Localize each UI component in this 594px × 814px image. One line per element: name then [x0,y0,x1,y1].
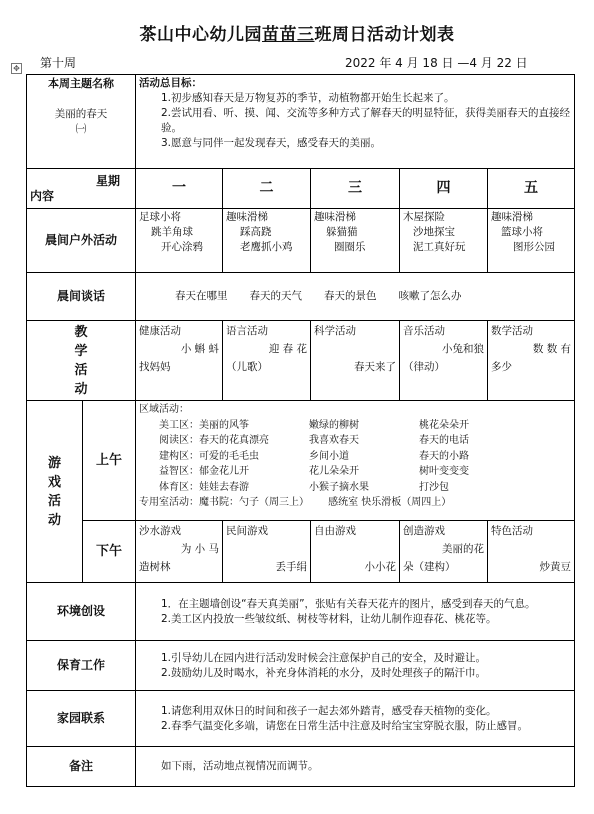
activity-type: 沙水游戏 [139,525,181,537]
activity-text: 丢手绢 [275,561,307,573]
teaching-cell-tue[interactable] [223,321,311,401]
day-thursday: 四 [400,169,488,209]
page-title [0,20,594,45]
activity-type: 音乐活动 [403,325,445,337]
area-item: 桃花朵朵开 [419,419,469,431]
home-item: 1.请您利用双休日的时间和孩子一起去郊外踏青，感受春天植物的变化。 [161,704,497,717]
theme-number: ㈠ [75,123,87,135]
activity-type: 科学活动 [314,325,356,337]
week-number: 第十周 [40,56,77,70]
activity-text: 足球小将 [139,211,181,223]
teaching-cell-wed[interactable] [311,321,400,401]
activity-text: 为 小 马 [180,543,219,555]
area-item: 乡间小道 [309,450,349,462]
activity-text [314,540,396,558]
talk-topic: 春天的景色 [324,290,377,302]
activity-text: 小 蝌 蚪 [180,343,219,355]
care-item: 2.鼓励幼儿及时喝水，补充身体消耗的水分，及时处理孩子的隔汗巾。 [161,666,487,679]
theme-row [27,75,575,169]
activity-type: 健康活动 [139,325,181,337]
activity-text: 造树林 [139,561,171,573]
game-am-row [27,401,575,521]
outdoor-cell-thu[interactable] [400,209,488,273]
outdoor-label: 晨间户外活动 [27,209,136,273]
activity-text [491,540,571,558]
label-char: 动 [47,512,61,528]
activity-type: 数学活动 [491,325,533,337]
activity-text: 图形公园 [513,241,555,253]
activity-text [226,540,307,558]
label-char: 学 [74,343,88,359]
activity-type: 创造游戏 [403,525,445,537]
activity-text: 找妈妈 [139,361,171,373]
date-range: 2022 年 4 月 18 日 —4 月 22 日 [345,56,528,70]
area-label: 区域活动： [139,404,189,415]
kindergarten-name: 茶山中心幼儿园 [139,25,262,45]
goal-item: 3.愿意与同伴一起发现春天，感受春天的美丽。 [161,137,382,149]
area-item: 阅读区：春天的花真漂亮 [159,435,269,446]
area-item: 益智区：郁金花儿开 [159,466,249,477]
teaching-cell-fri[interactable] [488,321,575,401]
activity-type: 自由游戏 [314,525,356,537]
remarks-text: 如下雨，活动地点视情况而调节。 [161,760,319,772]
goal-item: 2.尝试用看、听、摸、闻、交流等多种方式了解春天的明显特征，获得美丽春天的直接经验。 [161,107,571,134]
activity-text: 数 数 有 [532,343,572,355]
day-label: 星期 [95,173,120,188]
game-pm-row [27,521,575,583]
area-item: 小猴子摘水果 [309,481,369,493]
game-am-label: 上午 [83,401,136,521]
environment-cell[interactable] [136,583,575,641]
area-row [139,449,571,465]
activity-text [314,340,396,358]
table-move-handle-icon[interactable]: ✥ [11,63,22,74]
label-char: 活 [74,362,88,378]
remarks-cell[interactable] [136,747,575,787]
care-label: 保育工作 [27,641,136,691]
activity-text: 小小花 [364,561,396,573]
talk-topic: 春天在哪里 [175,290,228,302]
day-wednesday: 三 [311,169,400,209]
care-item: 1.引导幼儿在园内进行活动发时候会注意保护自己的安全，及时避让。 [161,651,487,664]
area-item: 我喜欢春天 [309,435,359,446]
theme-name: 美丽的春天 [54,108,108,120]
activity-text: 趣味滑梯 [314,211,356,223]
label-char: 动 [74,381,88,397]
area-item: 美工区：美丽的风筝 [159,419,249,431]
goal-item: 1.初步感知春天是万物复苏的季节，动植物都开始生长起来了。 [161,92,455,104]
day-friday: 五 [488,169,575,209]
care-cell[interactable] [136,641,575,691]
activity-text: 开心涂鸦 [161,241,203,253]
activity-text: 跳羊角球 [151,226,193,238]
activity-text: 多少 [491,361,512,373]
theme-label: 本周主题名称 [48,77,114,90]
area-item: 树叶变变变 [419,466,469,477]
area-row [139,464,571,480]
area-item: 花儿朵朵开 [309,466,359,477]
activity-text: 躲猫猫 [326,226,358,238]
outdoor-cell-fri[interactable] [488,209,575,273]
outdoor-row [27,209,575,273]
home-item: 2.春季气温变化多端，请您在日常生活中注意及时给宝宝穿脱衣服，防止感冒。 [161,719,529,732]
activity-text: 春天来了 [354,361,396,373]
pm-cell-fri[interactable] [488,521,575,583]
outdoor-cell-mon[interactable] [136,209,223,273]
theme-cell[interactable] [27,75,136,169]
goals-label: 活动总目标： [139,77,202,89]
talk-cell[interactable] [136,273,575,321]
area-item: 春天的小路 [419,450,469,462]
day-header-row [27,169,575,209]
teaching-label [27,321,136,401]
talk-topic: 春天的天气 [249,290,302,302]
remarks-row [27,747,575,787]
class-name[interactable]: 苗苗三 [262,25,315,45]
activity-text: 泥工真好玩 [413,241,466,253]
activity-text: 老鹰抓小鸡 [240,241,293,253]
day-monday: 一 [136,169,223,209]
content-label: 内容 [30,188,55,203]
activity-text: 趣味滑梯 [491,211,533,223]
talk-label: 晨间谈话 [27,273,136,321]
home-label: 家园联系 [27,691,136,747]
activity-text: 木屋探险 [403,211,445,223]
activity-text: 沙地探宝 [413,226,455,238]
activity-text: 炒黄豆 [539,561,572,573]
activity-text: 篮球小将 [501,226,543,238]
talk-row [27,273,575,321]
activity-text: （儿歌） [226,361,268,373]
area-row [139,418,571,434]
home-cell[interactable] [136,691,575,747]
teaching-cell-thu[interactable] [400,321,488,401]
weekly-plan-table [26,74,575,787]
game-label [27,401,83,583]
label-char: 活 [47,493,61,509]
pm-cell-tue[interactable] [223,521,311,583]
activity-text: 趣味滑梯 [226,211,268,223]
environment-item: 1．在主题墙创设“春天真美丽”，张贴有关春天花卉的图片，感受到春天的气息。 [161,597,536,610]
outdoor-cell-wed[interactable] [311,209,400,273]
area-item: 嫩绿的柳树 [309,419,359,431]
activity-text: 圈圈乐 [334,241,366,253]
remarks-label: 备注 [27,747,136,787]
environment-item: 2.美工区内投放一些皱纹纸、树枝等材料，让幼儿制作迎春花、桃花等。 [161,612,497,625]
game-pm-label: 下午 [83,521,136,583]
title-suffix: 班周日活动计划表 [314,25,455,45]
activity-text: 踩高跷 [240,226,272,238]
area-activities-cell[interactable] [136,401,575,521]
area-row [139,480,571,496]
activity-type: 语言活动 [226,325,268,337]
pm-cell-wed[interactable] [311,521,400,583]
area-item: 春天的电话 [419,435,469,446]
activity-type: 民间游戏 [226,525,268,537]
environment-label: 环境创设 [27,583,136,641]
area-item: 打沙包 [419,481,449,493]
home-row [27,691,575,747]
talk-topic: 咳嗽了怎么办 [398,290,462,302]
area-item: 体育区：娃娃去春游 [159,481,249,493]
label-char: 游 [47,455,61,471]
label-char: 戏 [47,474,61,490]
day-content-header [27,169,136,209]
area-item: 建构区：可爱的毛毛虫 [159,450,259,462]
activity-text: 迎 春 花 [268,343,307,355]
area-row [139,433,571,449]
day-tuesday: 二 [223,169,311,209]
activity-text: 朵（建构） [403,561,456,573]
activity-text: 美丽的花 [442,543,484,555]
goals-cell[interactable] [136,75,575,169]
pm-cell-thu[interactable] [400,521,488,583]
activity-text: （律动） [403,361,445,373]
special-room-activity: 专用室活动：魔书院：勺子（周三上） 感统室 快乐滑板（周四上） [139,497,452,508]
environment-row [27,583,575,641]
activity-text: 小兔和狼 [442,343,484,355]
pm-cell-mon[interactable] [136,521,223,583]
teaching-cell-mon[interactable] [136,321,223,401]
care-row [27,641,575,691]
teaching-row [27,321,575,401]
outdoor-cell-tue[interactable] [223,209,311,273]
activity-type: 特色活动 [491,525,533,537]
label-char: 教 [74,324,88,340]
